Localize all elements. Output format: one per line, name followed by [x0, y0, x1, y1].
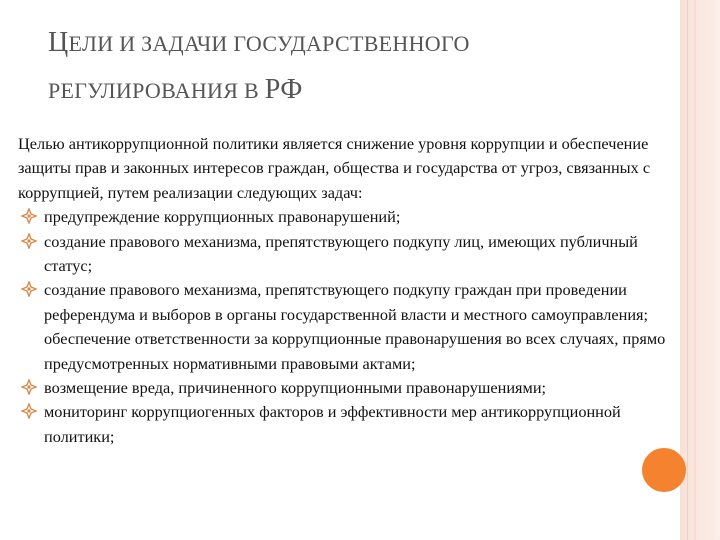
list-item	[18, 400, 690, 449]
decorative-line	[694, 0, 696, 540]
title-initial: Ц	[48, 27, 69, 58]
diamond-bullet-icon	[21, 208, 37, 224]
title-line-2	[48, 67, 648, 114]
list-item-text: создание правового механизма, препятствующего подкупу граждан при проведении референдума и выборов в органы государственной власти и местного самоуправления; обеспечение ответственности за коррупционные правонарушения во всех случаях, прямо предусмотренных нормативными правовыми актами;	[44, 280, 666, 373]
list-item	[18, 278, 690, 376]
slide-title	[48, 20, 648, 114]
list-item	[18, 376, 690, 400]
decorative-orange-circle	[642, 448, 686, 492]
intro-paragraph: Целью антикоррупционной политики является снижение уровня коррупции и обеспечение защиты прав и законных интересов граждан, общества и государства от угроз, связанных с коррупцией, путем реализации следующих задач:	[18, 134, 651, 202]
title-abbreviation: РФ	[264, 74, 303, 105]
task-list	[18, 205, 690, 449]
list-item	[18, 230, 690, 279]
list-item	[18, 205, 690, 229]
list-item-text: возмещение вреда, причиненного коррупционными правонарушениями;	[44, 378, 547, 398]
list-item-text: создание правового механизма, препятствующего подкупу лиц, имеющих публичный статус;	[44, 231, 638, 276]
list-item-text: предупреждение коррупционных правонарушений;	[44, 207, 401, 227]
diamond-bullet-icon	[21, 281, 37, 297]
diamond-bullet-icon	[21, 379, 37, 395]
title-line-1-text: ЕЛИ И ЗАДАЧИ ГОСУДАРСТВЕННОГО	[68, 31, 470, 56]
title-line-1	[48, 20, 648, 67]
diamond-bullet-icon	[21, 403, 37, 419]
diamond-bullet-icon	[21, 233, 37, 249]
slide-body	[18, 132, 690, 449]
list-item-text: мониторинг коррупциогенных факторов и эффективности мер антикоррупционной политики;	[44, 402, 621, 446]
title-line-2-text: РЕГУЛИРОВАНИЯ В	[48, 78, 265, 103]
